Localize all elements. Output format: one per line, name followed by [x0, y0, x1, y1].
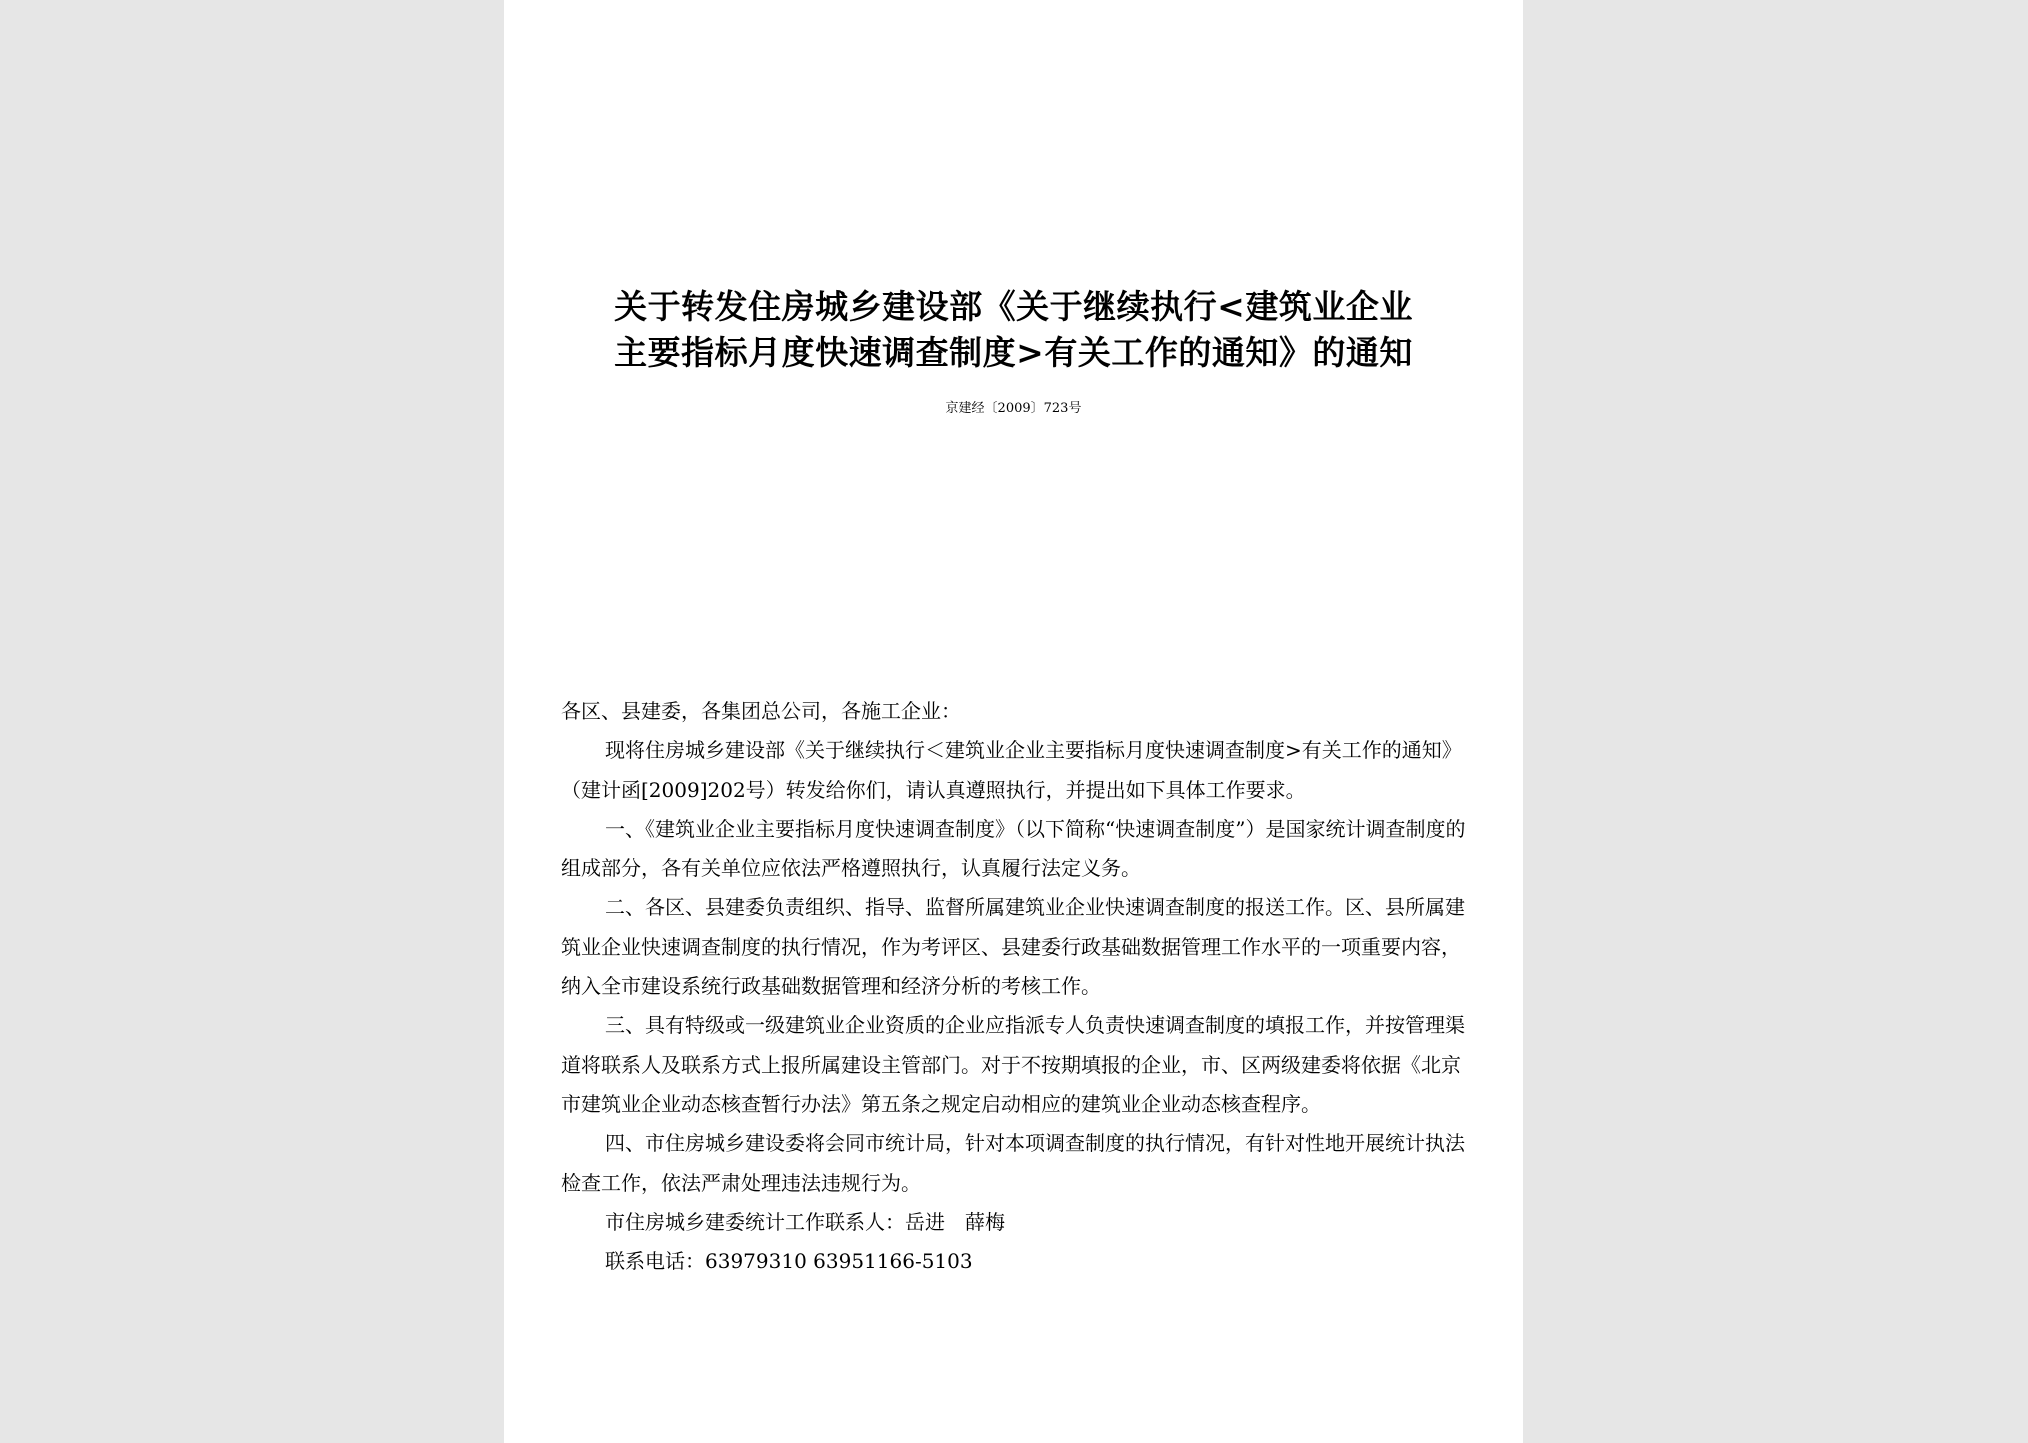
paragraph-item-2: 二、各区、县建委负责组织、指导、监督所属建筑业企业快速调查制度的报送工作。区、县所属建筑业企业快速调查制度的执行情况，作为考评区、县建委行政基础数据管理工作水平的一项重要内容，纳入全市建设系统行政基础数据管理和经济分析的考核工作。 — [561, 895, 1465, 999]
document-title-line-2: 主要指标月度快速调查制度>有关工作的通知》的通知 — [614, 333, 1413, 372]
contact-person: 市住房城乡建委统计工作联系人：岳进 薛梅 — [605, 1209, 1005, 1234]
paragraph-item-3: 三、具有特级或一级建筑业企业资质的企业应指派专人负责快速调查制度的填报工作，并按管理渠道将联系人及联系方式上报所属建设主管部门。对于不按期填报的企业，市、区两级建委将依据《北京市建筑业企业动态核查暂行办法》第五条之规定启动相应的建筑业企业动态核查程序。 — [561, 1013, 1465, 1116]
document-title-line-1: 关于转发住房城乡建设部《关于继续执行<建筑业企业 — [614, 287, 1413, 326]
salutation: 各区、县建委，各集团总公司，各施工企业： — [561, 699, 961, 723]
paragraph-intro: 现将住房城乡建设部《关于继续执行＜建筑业企业主要指标月度快速调查制度>有关工作的通知》（建计函[2009]202号）转发给你们，请认真遵照执行，并提出如下具体工作要求。 — [561, 738, 1462, 802]
contact-phone: 联系电话：63979310 63951166-5103 — [605, 1249, 973, 1274]
document-number: 京建经〔2009〕723号 — [945, 401, 1082, 416]
paragraph-item-4: 四、市住房城乡建设委将会同市统计局，针对本项调查制度的执行情况，有针对性地开展统计执法检查工作，依法严肃处理违法违规行为。 — [561, 1131, 1465, 1195]
document-title — [504, 284, 1523, 376]
paragraph-item-1: 一、《建筑业企业主要指标月度快速调查制度》（以下简称“快速调查制度”）是国家统计调查制度的组成部分，各有关单位应依法严格遵照执行，认真履行法定义务。 — [561, 816, 1466, 881]
document-body — [561, 692, 1471, 1281]
document-page — [504, 0, 1523, 1443]
